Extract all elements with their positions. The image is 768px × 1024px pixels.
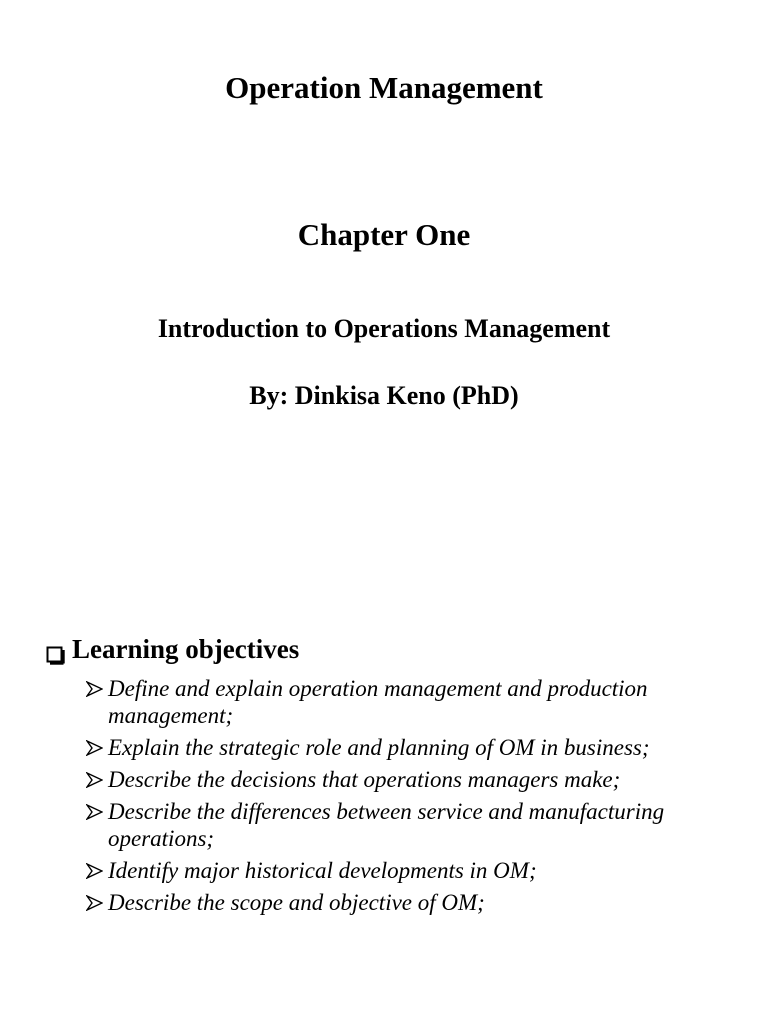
list-item: [86, 798, 746, 852]
objective-list: [86, 675, 746, 921]
checkbox-outline-icon: [46, 641, 65, 660]
arrow-bullet-icon: [86, 895, 103, 911]
list-item: [86, 857, 746, 884]
list-item: [86, 766, 746, 793]
objective-text: Define and explain operation management and production management;: [108, 676, 648, 728]
objective-text: Describe the scope and objective of OM;: [108, 890, 485, 915]
arrow-bullet-icon: [86, 863, 103, 879]
objective-text: Identify major historical developments in OM;: [108, 858, 537, 883]
arrow-bullet-icon: [86, 740, 103, 756]
arrow-bullet-icon: [86, 772, 103, 788]
list-item: [86, 734, 746, 761]
learning-objectives-label: Learning objectives: [72, 634, 300, 664]
list-item: [86, 889, 746, 916]
list-item: [86, 675, 746, 729]
learning-objectives-heading: [46, 634, 299, 665]
chapter-subtitle: Introduction to Operations Management: [157, 314, 611, 343]
arrow-bullet-icon: [86, 681, 103, 697]
author-line: By: Dinkisa Keno (PhD): [249, 381, 519, 410]
chapter-heading: Chapter One: [297, 217, 471, 252]
arrow-bullet-icon: [86, 804, 103, 820]
objective-text: Describe the differences between service and manufacturing operations;: [108, 799, 665, 851]
document-title: Operation Management: [225, 70, 543, 105]
objective-text: Explain the strategic role and planning of OM in business;: [108, 735, 650, 760]
objective-text: Describe the decisions that operations managers make;: [108, 767, 621, 792]
